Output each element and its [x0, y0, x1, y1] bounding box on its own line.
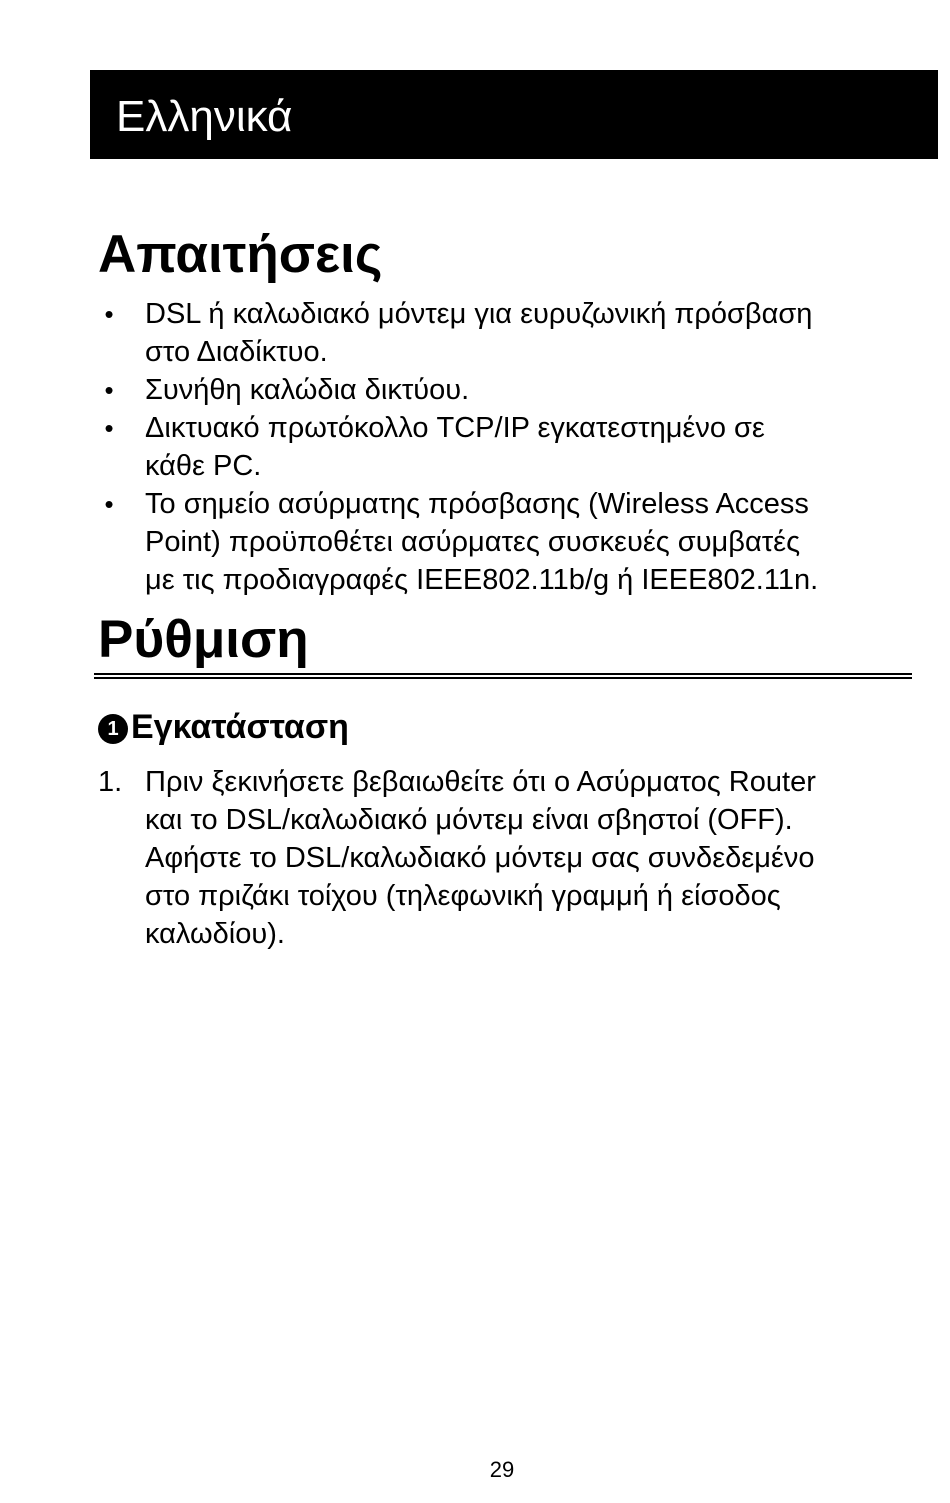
bullet-icon: • [104, 299, 114, 329]
list-item-line: DSL ή καλωδιακό μόντεμ για ευρυζωνική πρόσβαση [145, 298, 813, 330]
list-item-line: Το σημείο ασύρματης πρόσβασης (Wireless Access [145, 488, 809, 520]
requirements-list [98, 295, 918, 599]
requirements-heading: Απαιτήσεις [98, 225, 383, 284]
installation-steps [98, 763, 918, 953]
list-item [98, 409, 918, 485]
list-item-line: Δικτυακό πρωτόκολλο TCP/IP εγκατεστημένο σε [145, 412, 765, 444]
language-banner-label: Ελληνικά [116, 92, 293, 141]
list-item-line: στο Διαδίκτυο. [145, 336, 328, 368]
language-banner [90, 70, 938, 159]
list-item [98, 295, 918, 371]
step-line: Πριν ξεκινήσετε βεβαιωθείτε ότι ο Ασύρματος Router [145, 766, 816, 798]
list-item-line: με τις προδιαγραφές IEEE802.11b/g ή IEEE802.11n. [145, 564, 819, 596]
step-one-icon: 1 [98, 714, 128, 744]
list-item [98, 763, 918, 953]
bullet-icon: • [104, 489, 114, 519]
list-item-line: Point) προϋποθέτει ασύρματες συσκευές συμβατές [145, 526, 801, 558]
step-number: 1. [98, 766, 123, 798]
installation-title: Εγκατάσταση [131, 708, 349, 746]
step-line: και το DSL/καλωδιακό μόντεμ είναι σβηστοί (OFF). [145, 804, 793, 836]
step-line: στο πριζάκι τοίχου (τηλεφωνική γραμμή ή είσοδος [145, 880, 781, 912]
setup-heading: Ρύθμιση [98, 610, 309, 669]
list-item-line: Συνήθη καλώδια δικτύου. [145, 374, 470, 406]
installation-heading [98, 705, 349, 749]
list-item-line: κάθε PC. [145, 450, 262, 482]
bullet-icon: • [104, 375, 114, 405]
step-line: καλωδίου). [145, 918, 285, 950]
bullet-icon: • [104, 413, 114, 443]
list-item [98, 371, 918, 409]
page-number: 29 [489, 1457, 515, 1482]
heading-divider [94, 677, 912, 679]
heading-divider [94, 673, 912, 675]
list-item [98, 485, 918, 599]
step-line: Αφήστε το DSL/καλωδιακό μόντεμ σας συνδεδεμένο [145, 842, 815, 874]
